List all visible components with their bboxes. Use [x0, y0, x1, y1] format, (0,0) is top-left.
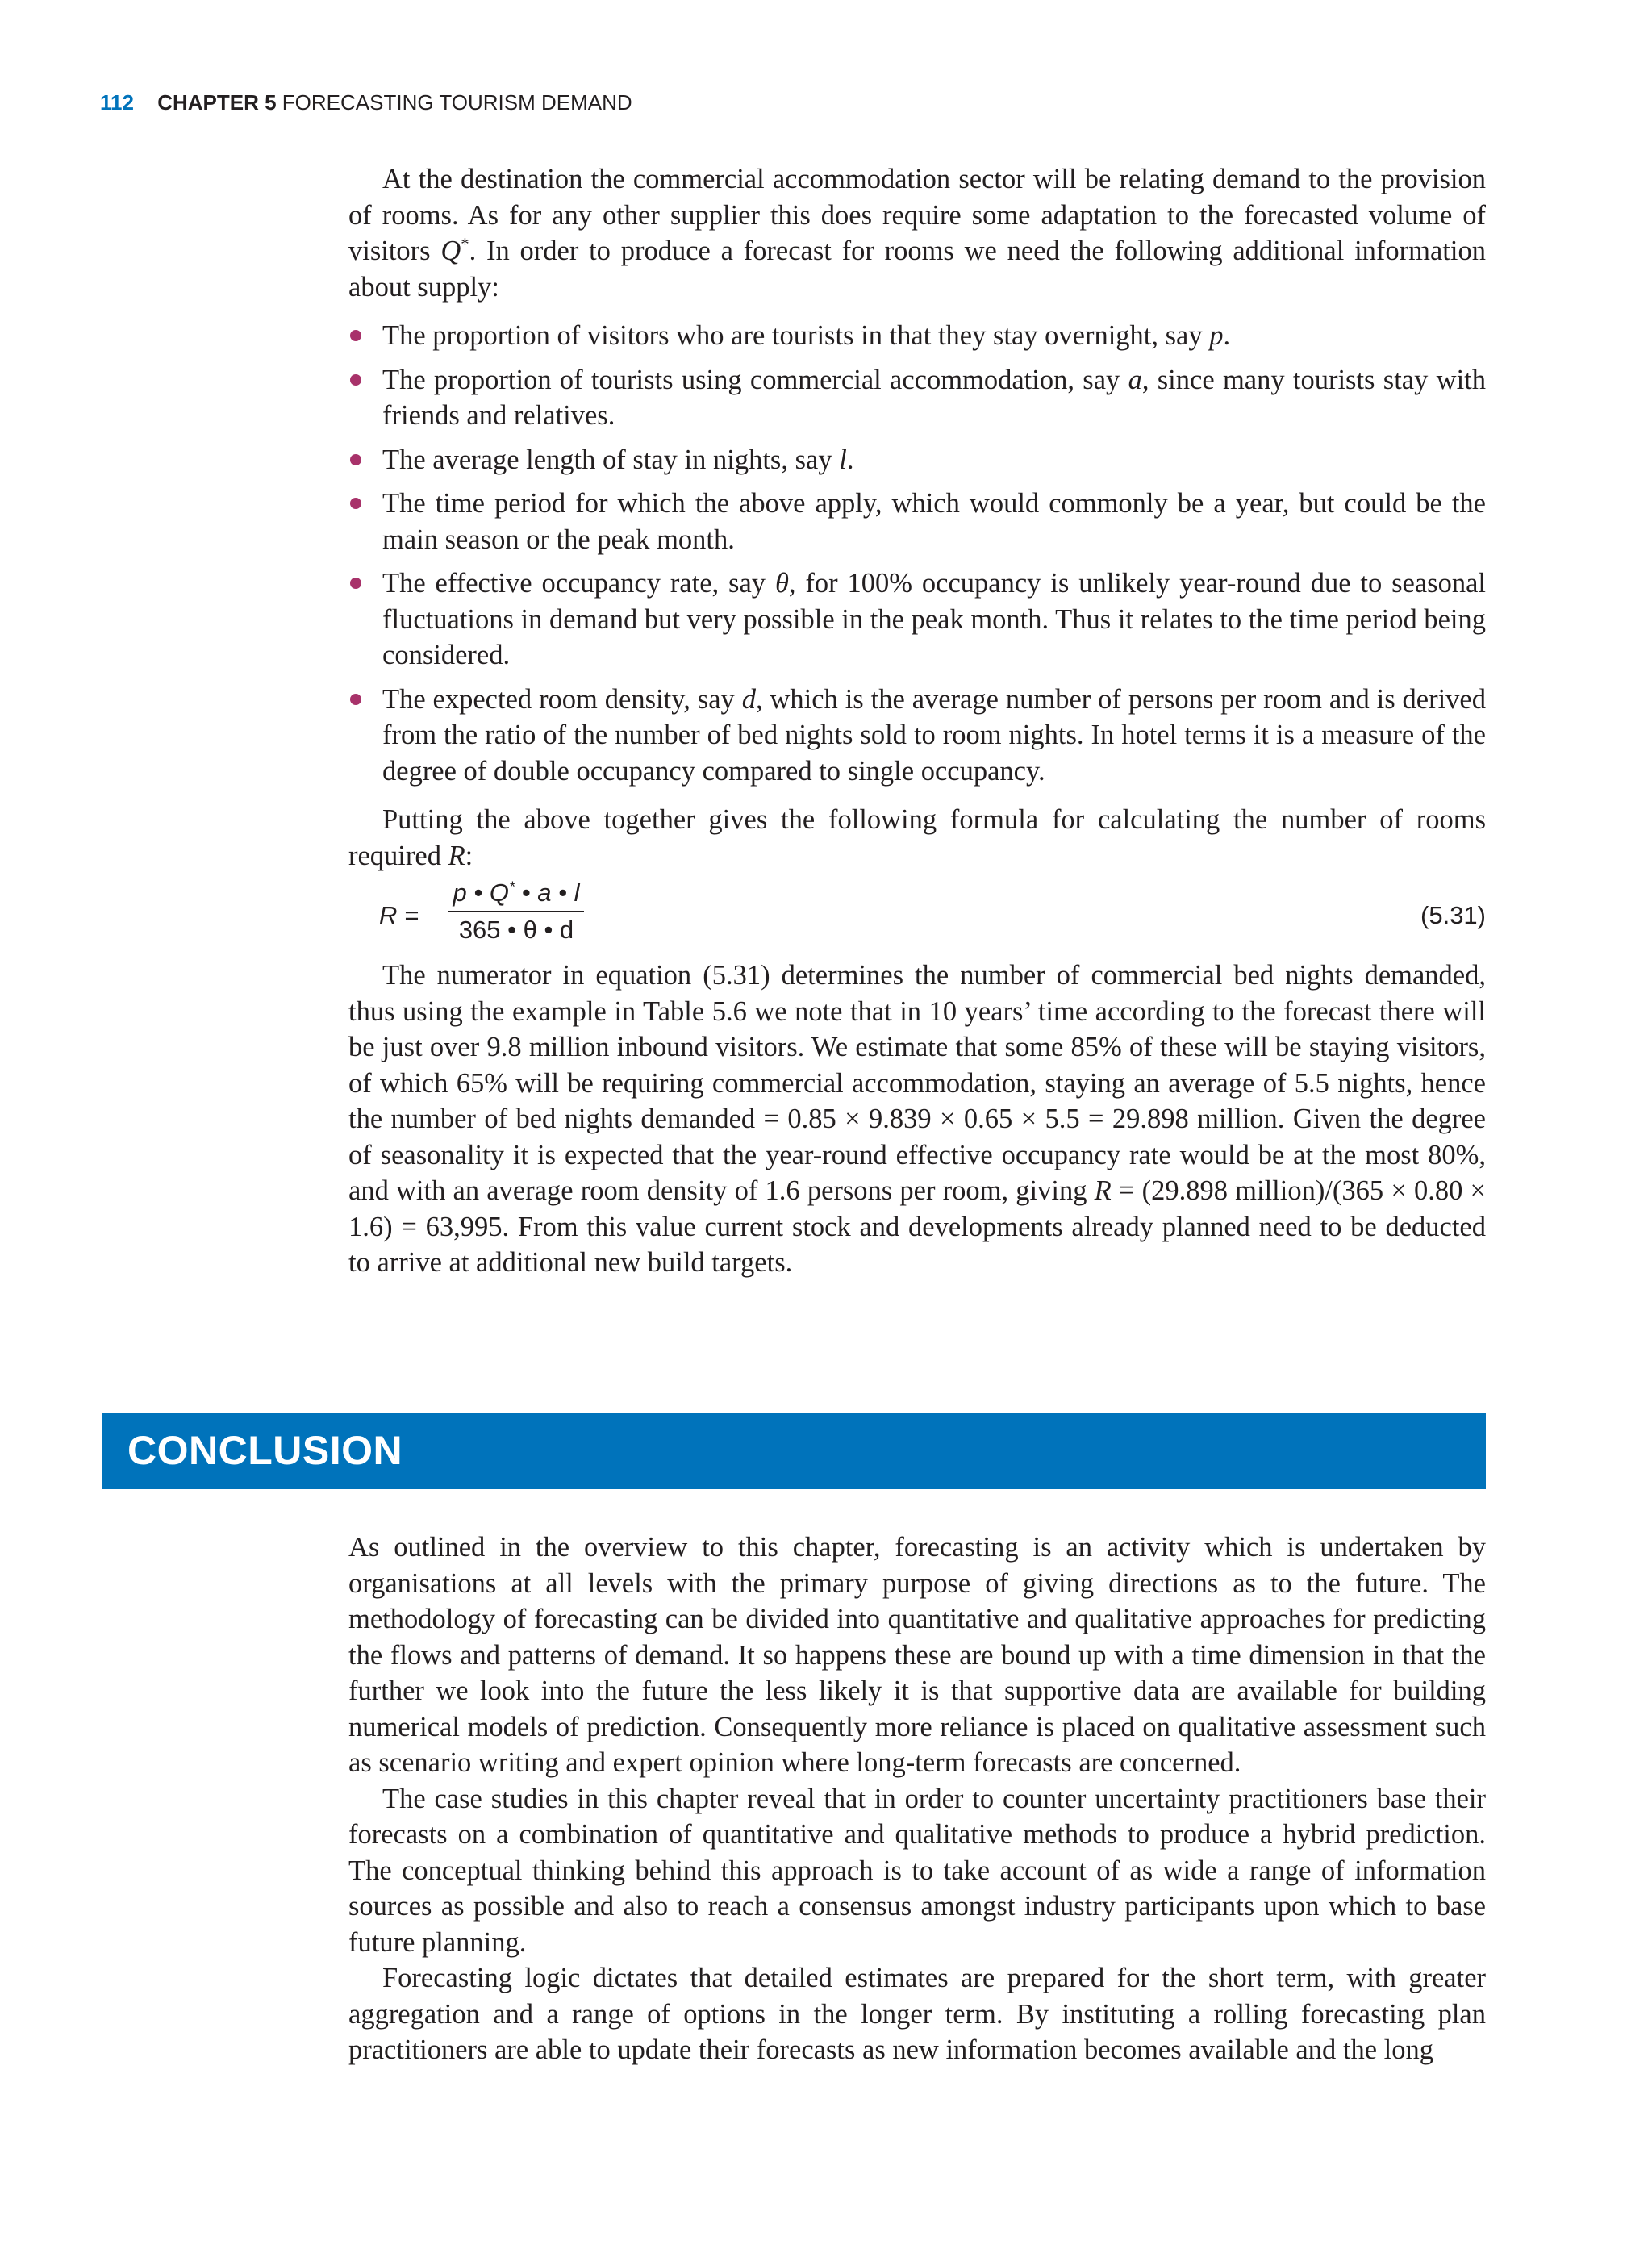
bullet-icon: [350, 330, 361, 341]
equation-number: (5.31): [1420, 901, 1486, 929]
conclusion-body: [348, 1529, 1486, 2068]
intro-var-star: *: [461, 236, 469, 254]
list-item: [348, 442, 1486, 478]
intro-text-a: At the destination the commercial accommodation sector will be relating demand to the provision of rooms. As for any other supplier this does require some adaptation to the forecasted volume of visitors: [348, 164, 1486, 266]
bullet-icon: [350, 578, 361, 589]
conclusion-paragraph-3: Forecasting logic dictates that detailed estimates are prepared for the short term, with greater aggregation and a range of options in the longer term. By instituting a rolling forecasting plan practitioners are able to update their forecasts as new information becomes available and the long: [348, 1963, 1486, 2065]
fraction-bar: [448, 911, 584, 912]
list-item-text-end: , which is the average number of persons per room and is derived from the ratio of the number of bed nights sold to room nights. In hotel terms it is a measure of the degree of double occupancy compared to single occupancy.: [382, 683, 1486, 787]
list-item: [348, 682, 1486, 790]
list-item-text-end: .: [1223, 320, 1231, 351]
equation-lhs: R =: [379, 901, 419, 929]
section-heading-bar: [102, 1413, 1486, 1489]
intro-text-b: . In order to produce a forecast for rooms we need the following additional information about supply:: [348, 236, 1486, 303]
formula-intro-colon: :: [465, 840, 473, 871]
chapter-label: CHAPTER 5: [157, 90, 277, 115]
page-number: 112: [100, 90, 134, 115]
numerator-text-b: • a • l: [515, 878, 580, 907]
list-item-var: p: [1209, 320, 1224, 351]
intro-var-q: Q: [440, 236, 461, 266]
conclusion-paragraph-1: As outlined in the overview to this chapter, forecasting is an activity which is undertaken by organisations at all levels with the primary purpose of giving directions as to the future. The methodology of forecasting can be divided into quantitative and qualitative approaches for predicting the flows and patterns of demand. It so happens these are bound up with a time dimension in that the further we look into the future the less likely it is that supportive data are available for building numerical models of prediction. Consequently more reliance is placed on qualitative assessment such as scenario writing and expert opinion where long-term forecasts are concerned.: [348, 1532, 1486, 1778]
list-item-var: a: [1128, 364, 1142, 395]
bullet-icon: [350, 374, 361, 386]
bullet-icon: [350, 454, 361, 465]
list-item-text-end: , for 100% occupancy is unlikely year-round due to seasonal fluctuations in demand but very possible in the peak month. Thus it relates to the time period being considered.: [382, 568, 1486, 670]
list-item-text: The expected room density, say: [382, 683, 742, 715]
body-text-upper: [348, 161, 1486, 1281]
conclusion-paragraph-2: The case studies in this chapter reveal that in order to counter uncertainty practitioners base their forecasts on a combination of quantitative and qualitative methods to produce a hybrid prediction. The conceptual thinking behind this approach is to take account of as wide a range of information sources as possible and also to reach a consensus amongst industry participants upon which to base future planning.: [348, 1783, 1486, 1958]
list-item-text-end: , since many tourists stay with friends and relatives.: [382, 364, 1486, 431]
formula-intro-var: R: [448, 840, 465, 871]
list-item-var: l: [839, 444, 847, 475]
running-head: [100, 90, 632, 115]
list-item-text: The proportion of tourists using commercial accommodation, say: [382, 364, 1128, 395]
explanation-var-r: R: [1094, 1175, 1112, 1206]
explanation-paragraph: [348, 958, 1486, 1281]
formula-intro-paragraph: [348, 802, 1486, 874]
list-item: [348, 362, 1486, 434]
list-item-text: The time period for which the above apply, which would commonly be a year, but could be the main season or the peak month.: [382, 488, 1486, 555]
list-item-var: d: [741, 683, 756, 715]
equation-5-31: [348, 877, 1486, 954]
list-item-text-end: .: [846, 444, 854, 475]
bullet-icon: [350, 694, 361, 705]
formula-intro-text: Putting the above together gives the following formula for calculating the number of rooms required: [348, 804, 1486, 871]
list-item-text: The proportion of visitors who are tourists in that they stay overnight, say: [382, 320, 1210, 351]
equation-denominator: [448, 914, 584, 946]
list-item-text: The average length of stay in nights, say: [382, 444, 840, 475]
chapter-title: FORECASTING TOURISM DEMAND: [282, 90, 632, 115]
explanation-text-b: = (29.898 million)/(365 × 0.80 × 1.6) = 63,995. From this value current stock and developments already planned need to be deducted to arrive at additional new build targets.: [348, 1175, 1486, 1278]
equation-numerator: [448, 877, 584, 909]
list-item: [348, 486, 1486, 557]
denominator-text: 365 • θ • d: [458, 916, 574, 944]
section-title: CONCLUSION: [127, 1428, 403, 1473]
bullet-icon: [350, 498, 361, 509]
supply-variables-list: [348, 318, 1486, 789]
list-item: [348, 565, 1486, 674]
list-item-var: θ: [774, 568, 789, 599]
numerator-star: *: [508, 878, 515, 895]
numerator-text-a: p • Q: [453, 878, 509, 907]
intro-paragraph: [348, 161, 1486, 305]
equation-fraction: [448, 877, 584, 946]
list-item-text: The effective occupancy rate, say: [382, 568, 775, 599]
explanation-text-a: The numerator in equation (5.31) determines the number of commercial bed nights demanded, thus using the example in Table 5.6 we note that in 10 years’ time according to the forecast there will be just over 9.8 million inbound visitors. We estimate that some 85% of these will be staying visitors, of which 65% will be requiring commercial accommodation, staying an average of 5.5 nights, hence the number of bed nights demanded = 0.85 × 9.839 × 0.65 × 5.5 = 29.898 million. Given the degree of seasonality it is expected that the year-round effective occupancy rate would be at the most 80%, and with an average room density of 1.6 persons per room, giving: [348, 960, 1486, 1206]
list-item: [348, 318, 1486, 354]
